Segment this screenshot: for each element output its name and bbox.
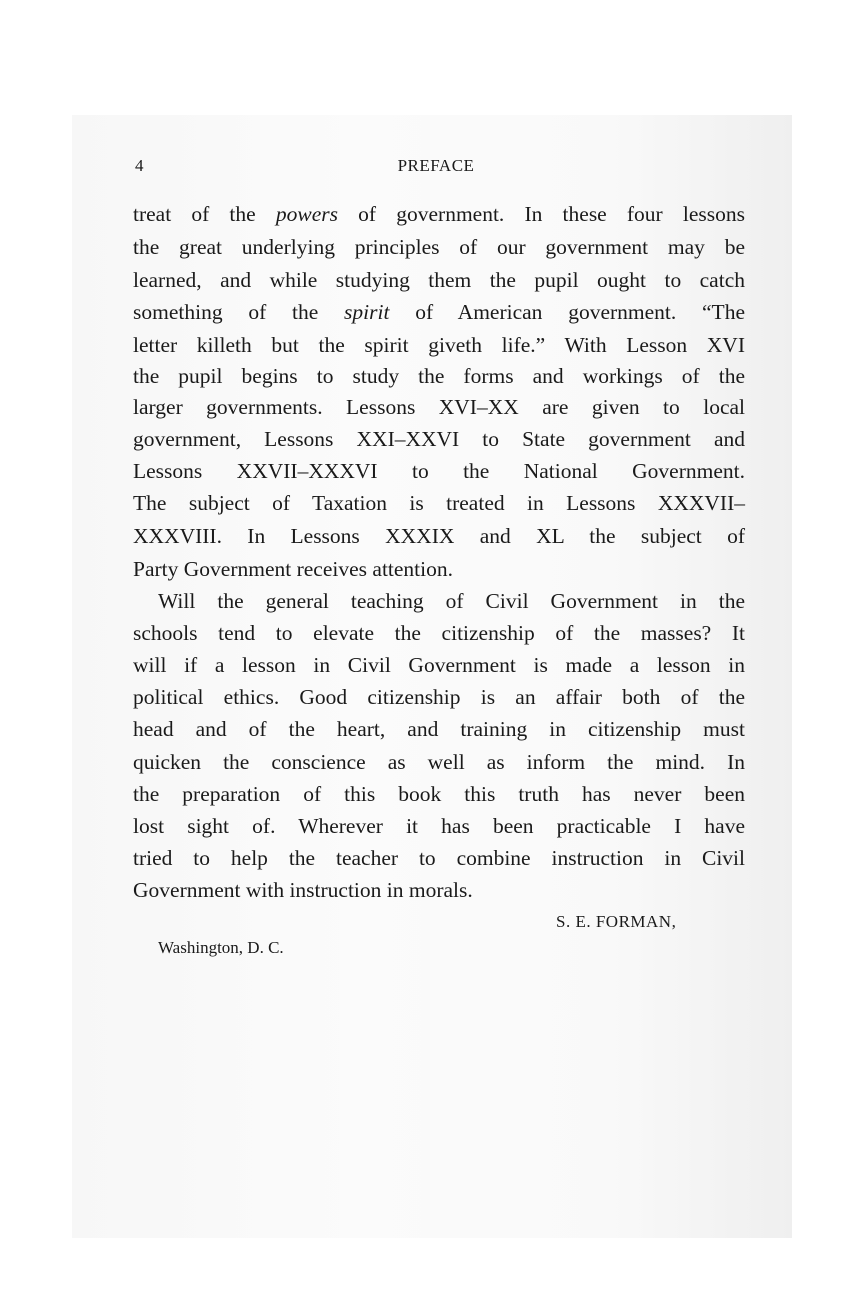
text-line: letter killeth but the spirit giveth life.” With Lesson XVI <box>133 333 745 357</box>
text-line: The subject of Taxation is treated in Lessons XXXVII– <box>133 491 745 515</box>
text-line: the pupil begins to study the forms and workings of the <box>133 364 745 388</box>
text-line: government, Lessons XXI–XXVI to State government and <box>133 427 745 451</box>
text-line: treat of the powers of government. In these four lessons <box>133 202 745 226</box>
text-line: Will the general teaching of Civil Government in the <box>158 589 745 613</box>
text-line: political ethics. Good citizenship is an affair both of the <box>133 685 745 709</box>
text-line: Party Government receives attention. <box>133 557 454 581</box>
text-line: quicken the conscience as well as inform the mind. In <box>133 750 745 774</box>
text-line: head and of the heart, and training in citizenship must <box>133 717 745 741</box>
page-title: PREFACE <box>397 156 475 175</box>
text-line: the preparation of this book this truth has never been <box>133 782 745 806</box>
page-number: 4 <box>135 156 144 175</box>
text-line: lost sight of. Wherever it has been practicable I have <box>133 814 745 838</box>
author-signature: S. E. FORMAN, <box>556 912 677 931</box>
place-line: Washington, D. C. <box>158 938 284 957</box>
text-line: learned, and while studying them the pupil ought to catch <box>133 268 745 292</box>
text-line: larger governments. Lessons XVI–XX are given to local <box>133 395 745 419</box>
text-line: will if a lesson in Civil Government is made a lesson in <box>133 653 745 677</box>
text-line: Government with instruction in morals. <box>133 878 473 902</box>
text-line: something of the spirit of American government. “The <box>133 300 745 324</box>
text-line: Lessons XXVII–XXXVI to the National Government. <box>133 459 745 483</box>
text-line: the great underlying principles of our government may be <box>133 235 745 259</box>
text-line: schools tend to elevate the citizenship of the masses? It <box>133 621 745 645</box>
text-line: tried to help the teacher to combine instruction in Civil <box>133 846 745 870</box>
text-line: XXXVIII. In Lessons XXXIX and XL the subject of <box>133 524 745 548</box>
